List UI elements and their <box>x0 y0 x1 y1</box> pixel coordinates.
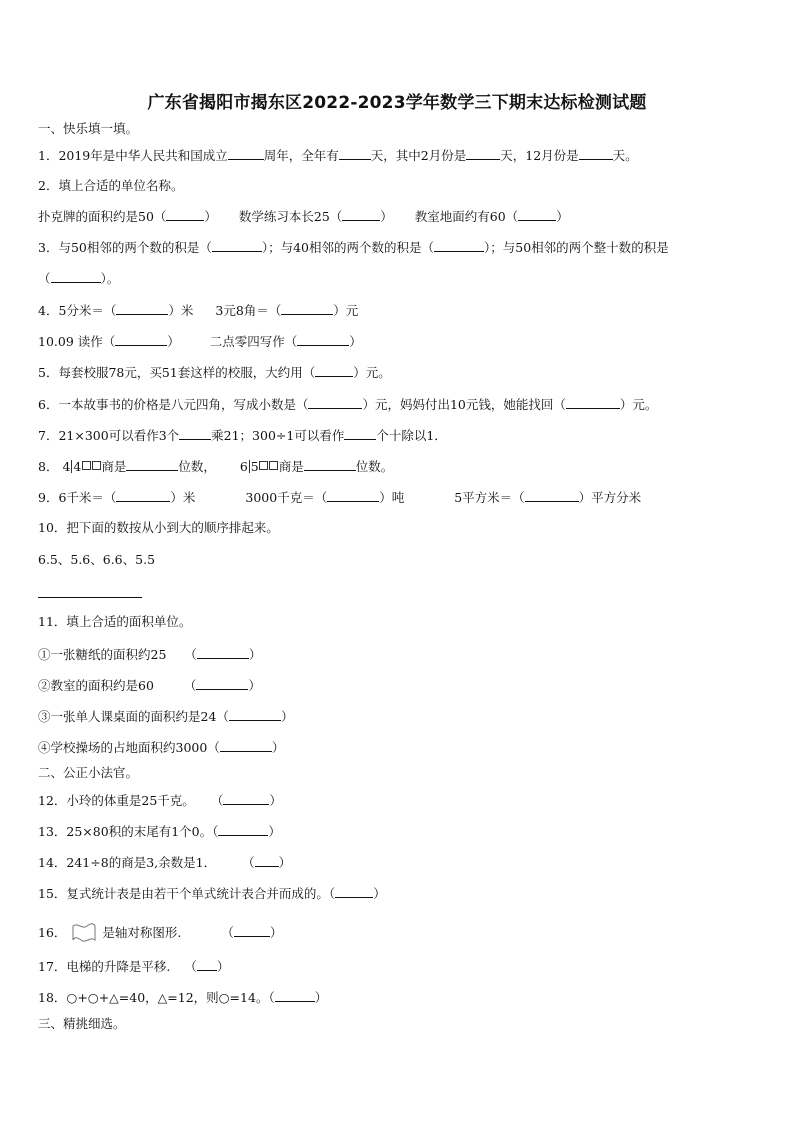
answer-blank[interactable] <box>566 396 620 409</box>
answer-blank[interactable] <box>275 989 315 1002</box>
question-7: 7．21×300可以看作3个 乘21；300÷1可以看作 个十除以1． <box>38 428 447 443</box>
answer-blank[interactable] <box>196 677 248 690</box>
answer-blank[interactable] <box>218 823 268 836</box>
answer-blank[interactable] <box>342 208 380 221</box>
answer-blank[interactable] <box>126 458 178 471</box>
question-4: 4．5分米＝（ ）米 3元8角＝（ ）元 <box>38 303 359 318</box>
question-17: 17．电梯的升降是平移. （ ） <box>38 959 230 974</box>
question-10-numbers: 6.5、5.6、6.6、5.5 <box>38 552 156 567</box>
answer-blank[interactable] <box>344 427 376 440</box>
answer-blank[interactable] <box>281 302 333 315</box>
question-10: 10．把下面的数按从小到大的顺序排起来。 <box>38 520 279 535</box>
answer-blank[interactable] <box>518 208 556 221</box>
page-title: 广东省揭阳市揭东区2022-2023学年数学三下期末达标检测试题 <box>147 93 647 113</box>
question-11-item-4: ④学校操场的占地面积约3000（ ） <box>38 740 285 755</box>
question-11: 11．填上合适的面积单位。 <box>38 614 192 629</box>
answer-blank[interactable] <box>335 885 373 898</box>
section-2-heading: 二、公正小法官。 <box>38 765 139 780</box>
question-5: 5．每套校服78元，买51套这样的校服，大约用（ ）元。 <box>38 365 391 380</box>
section-1-heading: 一、快乐填一填。 <box>38 121 139 136</box>
question-11-item-2: ②教室的面积约是60 （ ） <box>38 678 261 693</box>
section-3-heading: 三、精挑细选。 <box>38 1016 126 1031</box>
answer-blank[interactable] <box>115 333 167 346</box>
question-1: 1．2019年是中华人民共和国成立 周年，全年有 天，其中2月份是 天，12月份是 天。 <box>38 148 638 163</box>
answer-blank[interactable] <box>339 147 371 160</box>
question-16: 16． 是轴对称图形. （ ） <box>38 922 282 944</box>
answer-blank[interactable] <box>197 958 217 971</box>
question-8: 8． 4 4 商是 位数， 6 5 商是 位数。 <box>38 459 394 474</box>
answer-blank[interactable] <box>304 458 356 471</box>
answer-blank[interactable] <box>220 739 272 752</box>
answer-blank[interactable] <box>234 924 270 937</box>
question-2-items: 扑克牌的面积约是50（ ） 数学练习本长25（ ） 教室地面约有60（ ） <box>38 209 569 224</box>
question-11-item-1: ①一张糖纸的面积约25 （ ） <box>38 647 262 662</box>
question-3: 3．与50相邻的两个数的积是（ ）；与40相邻的两个数的积是（ ）；与50相邻的两个整十数的积是 <box>38 240 669 255</box>
question-4-b: 10.09 读作（ ） 二点零四写作（ ） <box>38 334 362 349</box>
answer-blank[interactable] <box>116 489 170 502</box>
question-14: 14．241÷8的商是3,余数是1． （ ） <box>38 855 292 870</box>
answer-blank[interactable] <box>212 239 262 252</box>
answer-blank[interactable] <box>315 364 353 377</box>
question-13: 13．25×80积的末尾有1个0。（ ） <box>38 824 281 839</box>
answer-blank[interactable] <box>308 396 362 409</box>
answer-blank[interactable] <box>228 147 264 160</box>
answer-blank[interactable] <box>297 333 349 346</box>
answer-blank[interactable] <box>179 427 211 440</box>
answer-blank[interactable] <box>255 854 279 867</box>
answer-blank[interactable] <box>579 147 613 160</box>
answer-blank[interactable] <box>229 708 281 721</box>
question-2: 2．填上合适的单位名称。 <box>38 178 184 193</box>
answer-blank[interactable] <box>434 239 484 252</box>
answer-blank[interactable] <box>223 792 269 805</box>
answer-blank[interactable] <box>166 208 204 221</box>
question-18: 18．○+○+△=40，△=12，则○=14。（ ） <box>38 990 328 1005</box>
answer-blank[interactable] <box>197 646 249 659</box>
answer-line[interactable] <box>38 597 142 598</box>
question-11-item-3: ③一张单人课桌面的面积约是24（ ） <box>38 709 294 724</box>
division-figure-2: 6 5 <box>240 459 279 475</box>
answer-blank[interactable] <box>525 489 579 502</box>
flag-shape-figure <box>70 922 98 944</box>
division-figure-1: 4 4 <box>62 459 101 475</box>
answer-blank[interactable] <box>116 302 168 315</box>
question-3-cont: （ ）。 <box>38 271 120 286</box>
question-15: 15．复式统计表是由若干个单式统计表合并而成的。（ ） <box>38 886 386 901</box>
question-12: 12．小玲的体重是25千克。 （ ） <box>38 793 282 808</box>
question-9: 9．6千米＝（ ）米 3000千克＝（ ）吨 5平方米＝（ ）平方分米 <box>38 490 642 505</box>
question-6: 6．一本故事书的价格是八元四角，写成小数是（ ）元，妈妈付出10元钱，她能找回（ ）元。 <box>38 397 658 412</box>
answer-blank[interactable] <box>51 270 101 283</box>
answer-blank[interactable] <box>327 489 379 502</box>
answer-blank[interactable] <box>466 147 500 160</box>
